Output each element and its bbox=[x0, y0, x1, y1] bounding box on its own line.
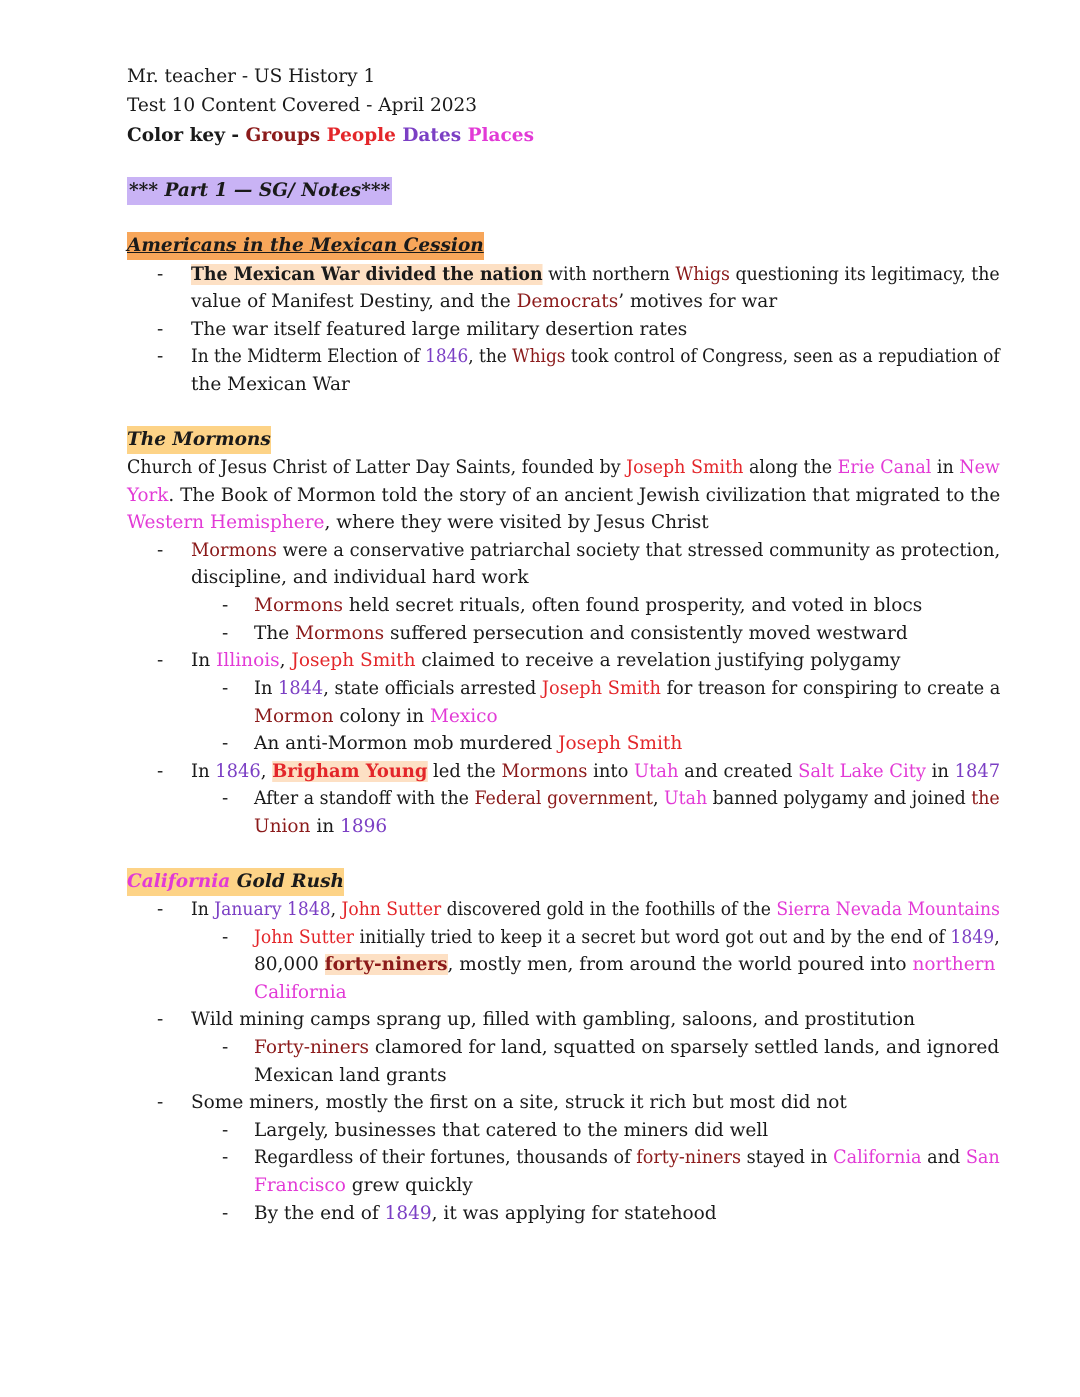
color-key bbox=[127, 122, 534, 150]
bullet-dash: - bbox=[222, 1120, 229, 1141]
s3-bullet-1: In January 1848, John Sutter discovered gold in the foothills of the Sierra Nevada Mountains bbox=[191, 899, 1000, 920]
bullet-dash: - bbox=[157, 319, 164, 340]
key-people: People bbox=[326, 125, 396, 146]
color-key-label: Color key - bbox=[127, 125, 240, 146]
s2-bullet-2-sub-1: In 1844, state officials arrested Joseph Smith for treason for conspiring to create a bbox=[254, 678, 1001, 699]
s3-bullet-2-sub-1-cont: Mexican land grants bbox=[254, 1065, 447, 1086]
bullet-dash: - bbox=[222, 595, 229, 616]
bullet-dash: - bbox=[222, 733, 229, 754]
section-title-mexican-cession: Americans in the Mexican Cession bbox=[127, 232, 484, 260]
s1-line-2: value of Manifest Destiny, and the Democrats’ motives for war bbox=[191, 291, 778, 312]
bullet-dash: - bbox=[157, 1092, 164, 1113]
s3-bullet-3-sub-2: Regardless of their fortunes, thousands of forty-niners stayed in California and San bbox=[254, 1147, 1000, 1168]
s3-bullet-2-sub-1: Forty-niners clamored for land, squatted on sparsely settled lands, and ignored bbox=[254, 1037, 1000, 1058]
bullet-dash: - bbox=[157, 899, 164, 920]
s2-bullet-2-sub-1-cont: Mormon colony in Mexico bbox=[254, 706, 498, 727]
bullet-dash: - bbox=[157, 540, 164, 561]
s2-bullet-1-sub-1: Mormons held secret rituals, often found prosperity, and voted in blocs bbox=[254, 595, 923, 616]
part-banner: *** Part 1 — SG/ Notes*** bbox=[127, 177, 392, 205]
s3-bullet-1-sub-1-cont-2: California bbox=[254, 982, 347, 1003]
key-dates: Dates bbox=[402, 125, 462, 146]
s1-line-3: The war itself featured large military desertion rates bbox=[191, 319, 688, 340]
key-groups: Groups bbox=[245, 125, 321, 146]
s3-bullet-3: Some miners, mostly the first on a site, struck it rich but most did not bbox=[191, 1092, 847, 1113]
s2-bullet-3: In 1846, Brigham Young led the Mormons into Utah and created Salt Lake City in 1847 bbox=[191, 761, 1001, 782]
s2-bullet-3-sub-1: After a standoff with the Federal government, Utah banned polygamy and joined the bbox=[254, 788, 1000, 809]
s3-bullet-3-sub-2-cont: Francisco grew quickly bbox=[254, 1175, 473, 1196]
s2-bullet-2: In Illinois, Joseph Smith claimed to receive a revelation justifying polygamy bbox=[191, 650, 901, 671]
s3-bullet-1-sub-1-cont: 80,000 forty-niners, mostly men, from around the world poured into northern bbox=[254, 954, 996, 975]
bullet-dash: - bbox=[222, 1037, 229, 1058]
s2-para-line-1: Church of Jesus Christ of Latter Day Saints, founded by Joseph Smith along the Erie Canal in New bbox=[127, 457, 1000, 478]
s2-para-line-2: York. The Book of Mormon told the story of an ancient Jewish civilization that migrated to the bbox=[127, 485, 1001, 506]
bullet-dash: - bbox=[157, 346, 164, 367]
bullet-dash: - bbox=[222, 1147, 229, 1168]
s3-bullet-3-sub-3: By the end of 1849, it was applying for statehood bbox=[254, 1203, 717, 1224]
bullet-dash: - bbox=[157, 761, 164, 782]
section-title-gold-rush: California Gold Rush bbox=[127, 868, 344, 896]
bullet-dash: - bbox=[222, 788, 229, 809]
s2-bullet-1-sub-2: The Mormons suffered persecution and consistently moved westward bbox=[254, 623, 908, 644]
s2-bullet-3-sub-1-cont: Union in 1896 bbox=[254, 816, 388, 837]
s1-line-1: The Mexican War divided the nation with northern Whigs questioning its legitimacy, the bbox=[191, 264, 1000, 285]
header-line-2: Test 10 Content Covered - April 2023 bbox=[127, 95, 478, 116]
bullet-dash: - bbox=[157, 1009, 164, 1030]
bullet-dash: - bbox=[222, 927, 229, 948]
section-title-mormons: The Mormons bbox=[127, 426, 271, 454]
s1-line-4: In the Midterm Election of 1846, the Whigs took control of Congress, seen as a repudiation of bbox=[191, 346, 1000, 367]
s3-bullet-2: Wild mining camps sprang up, filled with gambling, saloons, and prostitution bbox=[191, 1009, 916, 1030]
s2-bullet-1: Mormons were a conservative patriarchal society that stressed community as protection, bbox=[191, 540, 1001, 561]
bullet-dash: - bbox=[222, 623, 229, 644]
header-line-1: Mr. teacher - US History 1 bbox=[127, 66, 376, 87]
s2-para-line-3: Western Hemisphere, where they were visited by Jesus Christ bbox=[127, 512, 709, 533]
bullet-dash: - bbox=[222, 678, 229, 699]
s2-bullet-1-cont: discipline, and individual hard work bbox=[191, 567, 529, 588]
s2-bullet-2-sub-2: An anti-Mormon mob murdered Joseph Smith bbox=[254, 733, 683, 754]
bullet-dash: - bbox=[222, 1203, 229, 1224]
s3-bullet-3-sub-1: Largely, businesses that catered to the miners did well bbox=[254, 1120, 769, 1141]
key-places: Places bbox=[467, 125, 534, 146]
bullet-dash: - bbox=[157, 264, 164, 285]
bullet-dash: - bbox=[157, 650, 164, 671]
s1-line-5: the Mexican War bbox=[191, 374, 350, 395]
s3-bullet-1-sub-1: John Sutter initially tried to keep it a secret but word got out and by the end of 1849, bbox=[254, 927, 1000, 948]
